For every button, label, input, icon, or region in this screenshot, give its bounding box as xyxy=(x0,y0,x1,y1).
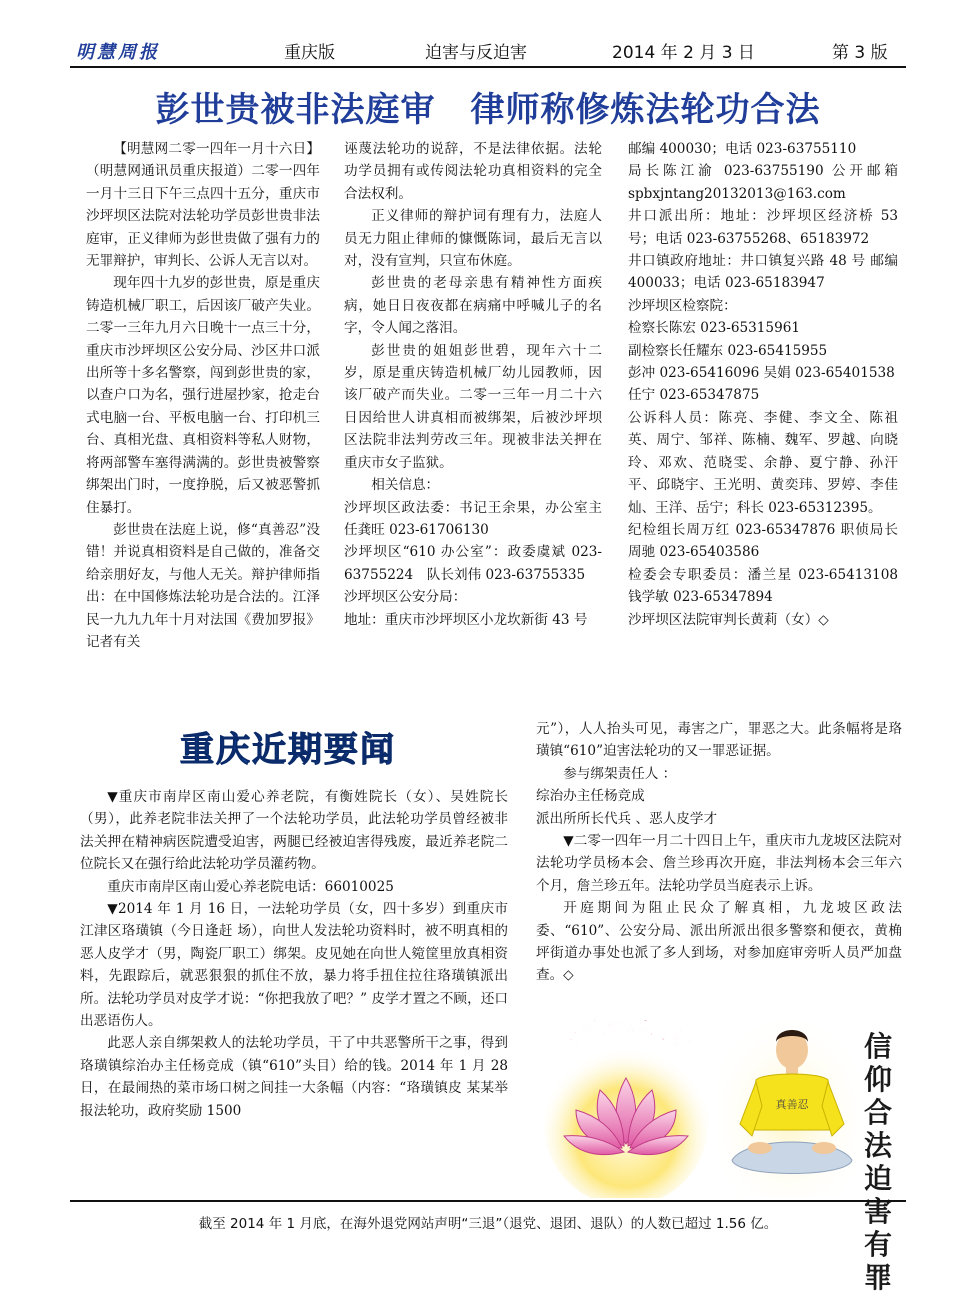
slogan-char: 合 xyxy=(863,1096,892,1129)
slogan-char: 迫 xyxy=(863,1162,892,1195)
news-item: 元”），人人抬头可见，毒害之广，罪恶之大。此条幅将是珞璜镇“610”迫害法轮功的又一罪恶证据。 xyxy=(536,721,902,760)
header-rule xyxy=(70,66,906,68)
info-line: 检委会专职委员：潘兰星 023-65413108 钱学敏 023-65347894 xyxy=(628,566,898,606)
info-line: 沙坪坝区公安分局： xyxy=(344,589,467,606)
article-paragraph: 现年四十九岁的彭世贵，原是重庆铸造机械厂职工，后因该厂破产失业。二零一三年九月六日晚十一点三十分，重庆市沙坪坝区公安分局、沙区井口派出所等十多名警察，闯到彭世贵的家，以查户口为名，强行进屋抄家，抢走台式电脑一台、平板电脑一台、打印机三台、真相光盘、真相资料等私人财物，将两部警车塞得满满的。彭世贵被警察绑架出门时，一度挣脱，后又被恶警抓住暴打。 xyxy=(86,275,320,516)
news-item: 重庆市南岸区南山爱心养老院电话：66010025 xyxy=(107,878,394,895)
info-line: 副检察长任耀东 023-65415955 xyxy=(628,342,828,359)
related-info-heading: 相关信息： xyxy=(371,477,440,494)
article-paragraph: 彭世贵的姐姐彭世碧，现年六十二岁，原是重庆铸造机械厂幼儿园教师，因该厂破产而失业。二零一三年一月二十六日因给世人讲真相而被绑架，后被沙坪坝区法院非法判劳改三年。现被非法关押在重庆市女子监狱。 xyxy=(344,342,602,471)
news-item: 参与绑架责任人 ： xyxy=(563,765,677,782)
article-paragraph: 正义律师的辩护词有理有力，法庭人员无力阻止律师的慷慨陈词，最后无言以对，没有宣判，只宣布休庭。 xyxy=(344,208,602,270)
footer-rule xyxy=(70,1200,906,1202)
slogan-char: 罪 xyxy=(863,1261,892,1294)
news-item: ▼2014 年 1 月 16 日，一法轮功学员（女，四十多岁）到重庆市江津区珞璜镇（今日逢赶 场），向世人发法轮功资料时，被不明真相的恶人皮学才（男，陶瓷厂职工）绑架。皮见她在向世人箢筐里放真相资料，先跟踪后，就恶狠狠的抓住不放，暴力将手扭住拉往珞璜镇派出所。法轮功学员对皮学才说：“你把我放了吧？” 皮学才置之不顾，还口出恶语伤人。 xyxy=(80,901,508,1030)
issue-date: 2014 年 2 月 3 日 xyxy=(612,43,755,63)
info-line: 检察长陈宏 023-65315961 xyxy=(628,320,801,337)
article-title: 彭世贵被非法庭审 律师称修炼法轮功合法 xyxy=(155,90,821,130)
article-paragraph: 【明慧网二零一四年一月十六日】（明慧网通讯员重庆报道）二零一四年一月十三日下午三点四十五分，重庆市沙坪坝区法院对法轮功学员彭世贵非法庭审，正义律师为彭世贵做了强有力的无罪辩护，审判长、公诉人无言以对。 xyxy=(86,141,320,270)
article-paragraph: 彭世贵在法庭上说，修“真善忍”没错！并说真相资料是自己做的，准备交给亲朋好友，与他人无关。辩护律师指出：在中国修炼法轮功是合法的。江泽民一九九九年十月对法国《费加罗报》记者有关 xyxy=(86,521,320,650)
info-line: 邮编 400030；电话 023-63755110 xyxy=(628,141,857,157)
news-item: 综治办主任杨竞成 xyxy=(536,788,645,805)
lotus-arc-text: 呼唤善念良知 xyxy=(557,1020,695,1058)
info-line: 井口派出所：地址：沙坪坝区经济桥 53 号；电话 023-63755268、65183972 xyxy=(628,208,898,247)
article-paragraph: 彭世贵的老母亲患有精神性方面疾病，她日日夜夜都在病痛中呼喊儿子的名字，令人闻之落泪。 xyxy=(344,275,602,337)
article-column-1 xyxy=(86,138,320,653)
edition-label: 重庆版 xyxy=(284,43,335,63)
slogan-char: 法 xyxy=(863,1129,892,1162)
article-paragraph: 诬蔑法轮功的说辞，不是法律依据。法轮功学员拥有或传阅法轮功真相资料的完全合法权利。 xyxy=(344,141,602,202)
info-line: 井口镇政府地址：井口镇复兴路 48 号 邮编 400033；电话 023-65183947 xyxy=(628,253,898,292)
info-line: 任宁 023-65347875 xyxy=(628,387,760,404)
info-line: 沙坪坝区“610 办公室”：政委虞斌 023-63755224 队长刘伟 023-63755335 xyxy=(344,544,602,583)
meditation-image xyxy=(718,1020,860,1198)
meditating-person-icon xyxy=(718,1020,860,1198)
info-line: 纪检组长周万红 023-65347876 职侦局长周驰 023-65403586 xyxy=(628,521,898,561)
news-column-right xyxy=(536,718,902,987)
news-item: 此恶人亲自绑架救人的法轮功学员，干了中共恶警所干之事，得到珞璜镇综治办主任杨竞成（镇“610”头目）给的钱。2014 年 1 月 28 日，在最闹热的菜市场口树之间挂一大条幅（内容：“珞璜镇皮 某某举报法轮功，政府奖励 1500 xyxy=(80,1035,508,1119)
news-item: ▼重庆市南岸区南山爱心养老院，有衡姓院长（女）、吴姓院长（男），此养老院非法关押了一个法轮功学员，此法轮功学员曾经被非法关押在精神病医院遭受迫害，两腿已经被迫害得残废，最近养老院二位院长又在强行给此法轮功学员灌药物。 xyxy=(80,789,508,873)
info-line: 局长陈江渝 023-63755190 公开邮箱 spbxjntang20132013@163.com xyxy=(628,163,898,202)
slogan-char: 信 xyxy=(863,1030,892,1063)
page-header xyxy=(70,38,906,68)
lotus-flower-icon xyxy=(538,1020,714,1198)
slogan-char: 有 xyxy=(863,1228,892,1261)
news-item: 派出所所长代兵 、恶人皮学才 xyxy=(536,810,718,827)
article-column-3 xyxy=(628,138,898,631)
vertical-slogan xyxy=(858,1030,898,1294)
article-column-2 xyxy=(344,138,602,631)
footer-note: 截至 2014 年 1 月底，在海外退党网站声明“三退”（退党、退团、退队）的人数已超过 1.56 亿。 xyxy=(198,1216,778,1232)
info-line: 沙坪坝区检察院： xyxy=(628,297,737,314)
slogan-char: 仰 xyxy=(863,1063,892,1096)
news-item: 开庭期间为阻止民众了解真相，九龙坡区政法委、“610”、公安分局、派出所派出很多警察和便衣，黄桷坪街道办事处也派了多人到场，对参加庭审旁听人员严加盘查。◇ xyxy=(536,900,902,984)
section-label: 迫害与反迫害 xyxy=(425,43,527,63)
info-line: 沙坪坝区法院审判长黄莉（女）◇ xyxy=(628,611,829,628)
news-section-title: 重庆近期要闻 xyxy=(180,730,396,770)
page-number: 第 3 版 xyxy=(832,43,888,63)
news-column-left xyxy=(80,786,508,1122)
masthead: 明慧周报 xyxy=(76,42,160,63)
info-line: 地址：重庆市沙坪坝区小龙坎新街 43 号 xyxy=(344,611,588,628)
slogan-char: 害 xyxy=(863,1195,892,1228)
info-line: 沙坪坝区政法委：书记王余果，办公室主任龚旺 023-61706130 xyxy=(344,499,602,538)
news-item: ▼二零一四年一月二十四日上午，重庆市九龙坡区法院对法轮功学员杨本会、詹兰珍再次开庭，非法判杨本会三年六个月，詹兰珍五年。法轮功学员当庭表示上诉。 xyxy=(536,833,902,894)
info-line: 彭冲 023-65416096 吴娟 023-65401538 xyxy=(628,365,895,382)
shirt-text: 真善忍 xyxy=(775,1098,809,1111)
info-line: 公诉科人员：陈亮、李健、李文全、陈祖英、周宁、邹祥、陈楠、魏军、罗越、向晓玲、邓欢、范晓雯、余静、夏宁静、孙汗平、邱晓宇、王光明、黄奕玮、罗婷、李佳灿、王洋、岳宁；科长 023-65312395。 xyxy=(628,409,898,516)
lotus-image xyxy=(538,1020,714,1198)
